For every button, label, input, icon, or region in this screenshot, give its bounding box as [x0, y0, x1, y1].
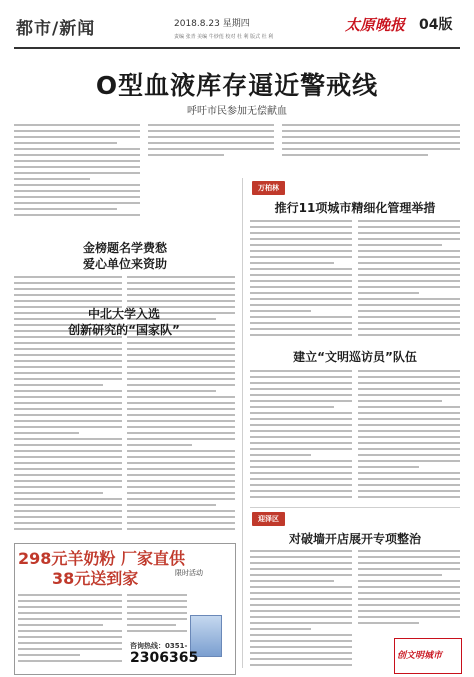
- article-text: [282, 124, 460, 164]
- story-title-line: 中北大学入选: [87, 307, 160, 321]
- weekday: 星期四: [222, 19, 250, 29]
- ad-text: [18, 594, 122, 668]
- story-text: [250, 220, 352, 340]
- story-title: [20, 240, 230, 272]
- article-text: [14, 124, 140, 222]
- story-title: 建立“文明巡访员”队伍: [293, 350, 417, 364]
- date: 2018.8.23: [174, 19, 220, 29]
- story-title: [14, 306, 234, 338]
- district-tag: 万柏林: [252, 181, 285, 195]
- district-tag: 迎泽区: [252, 512, 285, 526]
- story-title: 对破墙开店展开专项整治: [288, 532, 421, 546]
- page-header: [0, 0, 474, 48]
- ad-headline: 298元羊奶粉 厂家直供: [18, 549, 185, 568]
- story-text: [250, 550, 352, 668]
- story-text: [250, 370, 352, 502]
- ad-headline: 38元送到家: [52, 569, 139, 588]
- story-title-line: 爱心单位来资助: [82, 257, 167, 271]
- ad-note: 限时活动: [175, 569, 203, 577]
- story-text: [127, 342, 235, 537]
- story-text: [358, 220, 460, 340]
- edition-number: 04版: [419, 17, 453, 33]
- campaign-logo-text: 创文明城市: [397, 651, 443, 661]
- ad-phone-number: 2306365: [130, 650, 199, 666]
- newspaper-brand: 太原晚报: [345, 16, 406, 34]
- header-rule: [14, 47, 460, 49]
- ad-text: [127, 594, 187, 638]
- story-title-line: 金榜题名学费愁: [82, 241, 167, 255]
- story-title-line: 创新研究的“国家队”: [68, 323, 180, 337]
- issue-date: [174, 16, 250, 29]
- story-text: [358, 370, 460, 502]
- section-divider: [250, 507, 460, 508]
- editor-line: 责编 张青 美编 牛炒莲 校对 杜 利 版式 杜 利: [174, 34, 274, 40]
- main-subhead: 呼吁市民参加无偿献血: [187, 106, 287, 117]
- section-title: 都市/新闻: [16, 19, 96, 39]
- article-text: [148, 124, 274, 164]
- column-divider: [242, 178, 243, 668]
- ad-phone-label: 咨询热线：0351-: [130, 642, 188, 650]
- story-text: [14, 342, 122, 537]
- story-title: 推行11项城市精细化管理举措: [274, 201, 436, 215]
- story-text: [358, 550, 460, 630]
- main-headline: O型血液库存逼近警戒线: [95, 71, 379, 100]
